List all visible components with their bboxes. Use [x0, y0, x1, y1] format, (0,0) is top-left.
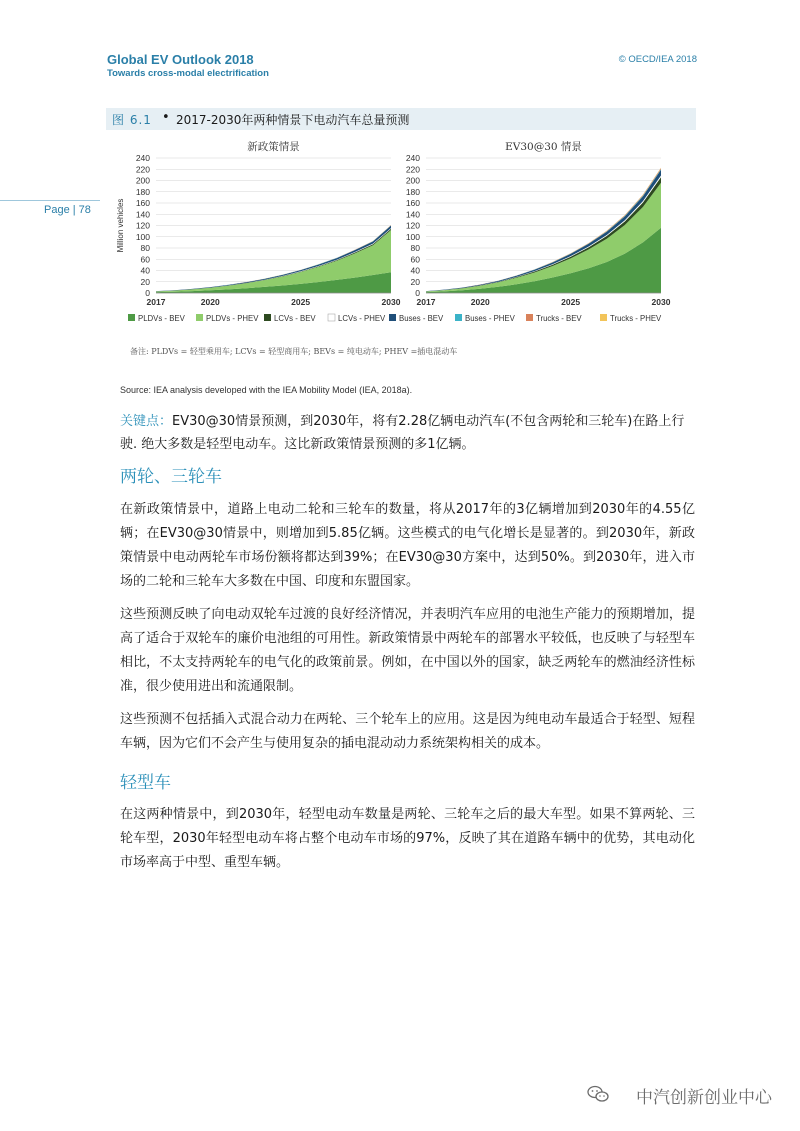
figure-bullet: • [162, 110, 170, 125]
y-tick-label: 20 [410, 276, 420, 287]
figure-caption-bar [106, 108, 696, 130]
legend-swatch [264, 314, 271, 321]
y-tick-label: 0 [415, 288, 420, 298]
y-tick-label: 40 [140, 265, 150, 276]
y-tick-label: 0 [145, 288, 150, 298]
y-tick-label: 160 [135, 198, 150, 208]
legend-label: PLDVs - PHEV [206, 314, 259, 323]
legend-swatch [600, 314, 607, 321]
legend-swatch [389, 314, 396, 321]
x-tick-label: 2025 [561, 297, 581, 307]
y-tick-label: 80 [140, 243, 150, 253]
wechat-icon [587, 1085, 609, 1103]
figure-number: 图 6.1 [112, 113, 152, 127]
paragraph-4: 在这两种情景中，到2030年，轻型电动车数量是两轮、三轮车之后的最大车型。如果不算两轮、三轮车型，2030年轻型电动车将占整个电动车市场的97%，反映了其在道路车辆中的优势，其电动化市场率高于中型、重型车辆。 [120, 807, 695, 870]
legend-swatch [455, 314, 462, 321]
paragraph-2: 这些预测反映了向电动双轮车过渡的良好经济情况，并表明汽车应用的电池生产能力的预期增加，提高了适合于双轮车的廉价电池组的可用性。新政策情景中两轮车的部署水平较低，也反映了与轻型车相比，不太支持两轮车的电气化的政策前景。例如，在中国以外的国家，缺乏两轮车的燃油经济性标准，很少使用进出和流通限制。 [120, 607, 695, 694]
legend-swatch [526, 314, 533, 321]
x-tick-label: 2017 [146, 297, 166, 307]
y-tick-label: 100 [135, 231, 150, 242]
page-number: Page | 78 [44, 204, 91, 216]
y-tick-label: 40 [410, 265, 420, 276]
paragraph-1: 在新政策情景中，道路上电动二轮和三轮车的数量，将从2017年的3亿辆增加到2030年的4.55亿辆；在EV30@30情景中，则增加到5.85亿辆。这些模式的电气化增长是显著的。到2030年，新政策情景中电动两轮车市场份额将都达到39%；在EV30@30方案中，达到50%。到2030年，进入市场的二轮和三轮车大多数在中国、印度和东盟国家。 [120, 502, 695, 589]
chart-title: 新政策情景 [247, 141, 300, 153]
legend-swatch [328, 314, 335, 321]
y-axis-label: Million vehicles [116, 198, 125, 253]
chart-title: EV30@30 情景 [505, 141, 582, 153]
report-subtitle: Towards cross-modal electrification [107, 68, 269, 79]
legend-swatch [128, 314, 135, 321]
x-tick-label: 2020 [470, 297, 490, 307]
y-tick-label: 140 [135, 209, 150, 220]
key-point [120, 410, 690, 456]
legend-label: Trucks - BEV [536, 314, 582, 323]
x-tick-label: 2030 [651, 297, 671, 307]
y-tick-label: 180 [405, 186, 420, 197]
section-heading-two-three-wheelers: 两轮、三轮车 [120, 467, 222, 487]
x-tick-label: 2017 [416, 297, 436, 307]
legend-label: PLDVs - BEV [138, 314, 185, 323]
figure-note: 备注: PLDVs = 轻型乘用车; LCVs = 轻型商用车; BEVs = 纯电动车; PHEV =插电混动车 [130, 347, 458, 356]
report-title: Global EV Outlook 2018 [107, 52, 254, 67]
paragraph-3: 这些预测不包括插入式混合动力在两轮、三个轮车上的应用。这是因为纯电动车最适合于轻型、短程车辆，因为它们不会产生与使用复杂的插电混动动力系统架构相关的成本。 [120, 712, 695, 751]
legend-label: LCVs - BEV [274, 314, 316, 323]
copyright: © OECD/IEA 2018 [618, 54, 697, 65]
watermark-text: 中汽创新创业中心 [636, 1088, 772, 1108]
legend-label: LCVs - PHEV [338, 314, 386, 323]
x-tick-label: 2020 [200, 297, 220, 307]
figure-source: Source: IEA analysis developed with the IEA Mobility Model (IEA, 2018a). [120, 385, 413, 395]
y-tick-label: 200 [135, 175, 150, 186]
y-tick-label: 160 [405, 198, 420, 208]
figure-title: 2017-2030年两种情景下电动汽车总量预测 [176, 113, 410, 127]
legend-label: Buses - BEV [399, 314, 444, 323]
section-heading-light-vehicles: 轻型车 [120, 773, 171, 793]
y-tick-label: 240 [405, 153, 420, 163]
key-point-text: EV30@30情景预测，到2030年，将有2.28亿辆电动汽车(不包含两轮和三轮车)在路上行驶. 绝大多数是轻型电动车。这比新政策情景预测的多1亿辆。 [120, 414, 685, 452]
ev-stock-chart [106, 136, 676, 336]
y-tick-label: 80 [410, 243, 420, 253]
y-tick-label: 120 [135, 220, 150, 231]
key-point-label: 关键点： [120, 414, 173, 429]
y-tick-label: 140 [405, 209, 420, 220]
y-tick-label: 20 [140, 276, 150, 287]
y-tick-label: 60 [140, 254, 150, 265]
legend-label: Trucks - PHEV [610, 314, 662, 323]
y-tick-label: 220 [405, 164, 420, 175]
y-tick-label: 220 [135, 164, 150, 175]
y-tick-label: 120 [405, 220, 420, 231]
y-tick-label: 240 [135, 153, 150, 163]
y-tick-label: 180 [135, 186, 150, 197]
legend-label: Buses - PHEV [465, 314, 515, 323]
x-tick-label: 2025 [291, 297, 311, 307]
y-tick-label: 100 [405, 231, 420, 242]
page-margin-rule [0, 200, 100, 201]
y-tick-label: 200 [405, 175, 420, 186]
y-tick-label: 60 [410, 254, 420, 265]
legend-swatch [196, 314, 203, 321]
x-tick-label: 2030 [381, 297, 401, 307]
